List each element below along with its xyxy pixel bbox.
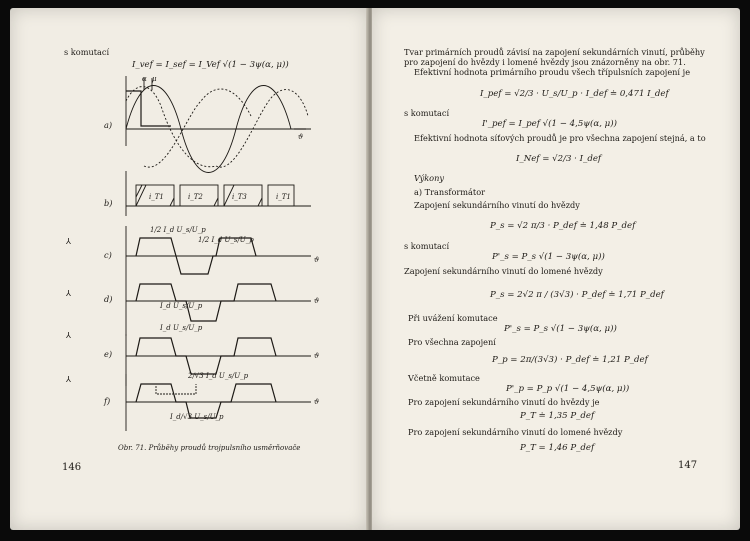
paragraph-1: Tvar primárních proudů závisí na zapojení sekundárních vinutí, průběhy	[404, 47, 705, 57]
equation-6: P_s = 2√2 π / (3√3) · P_def ≐ 1,71 P_def	[490, 290, 664, 300]
segment-label: i_T2	[188, 193, 203, 201]
equation-9: P'_p = P_p √(1 − 4,5ψ(α, μ))	[506, 384, 630, 394]
paragraph-8: Včetně komutace	[408, 373, 480, 383]
paragraph-1b: pro zapojení do hvězdy i lomené hvězdy jsou znázorněny na obr. 71.	[404, 57, 686, 67]
left-top-formula: I_vef = I_sef = I_Vef √(1 − 3ψ(α, μ))	[132, 60, 289, 70]
subplot-c	[126, 226, 311, 281]
paragraph-6: Při uvážení komutace	[408, 313, 498, 323]
equation-4: P_s = √2 π/3 · P_def ≐ 1,48 P_def	[490, 221, 636, 231]
paragraph-9: Pro zapojení sekundárního vinutí do hvězdy je	[408, 397, 600, 407]
paragraph-4: Zapojení sekundárního vinutí do hvězdy	[414, 200, 580, 210]
segment-label: i_T1	[276, 193, 291, 201]
axis-label-c: ϑ	[314, 256, 320, 264]
paragraph-2: Efektivní hodnota primárního proudu všech třípulsních zapojení je	[414, 67, 691, 77]
paragraph-3: Efektivní hodnota síťových proudů je pro všechna zapojení stejná, a to	[414, 133, 706, 143]
equation-10: P_T ≐ 1,35 P_def	[520, 411, 595, 421]
star-symbol-icon: ⅄	[66, 288, 72, 298]
s-komutaci-1: s komutací	[404, 108, 450, 118]
left-intro-text: s komutací	[64, 47, 110, 57]
subplot-label-b: b)	[104, 198, 113, 208]
mu-label: μ	[152, 75, 157, 83]
annotation-f2: I_d/√3 U_s/U_p	[170, 413, 224, 421]
axis-label-d: ϑ	[314, 297, 320, 305]
annotation-f1: 2/√3 I_d U_s/U_p	[188, 372, 249, 380]
heading-vykony: Výkony	[414, 173, 444, 183]
paragraph-10: Pro zapojení sekundárního vinutí do lomené hvězdy	[408, 427, 623, 437]
equation-2: I'_pef = I_pef √(1 − 4,5ψ(α, μ))	[482, 119, 617, 129]
equation-5: P'_s = P_s √(1 − 3ψ(α, μ))	[492, 252, 605, 262]
left-page-number: 146	[62, 462, 82, 473]
axis-label-e: ϑ	[314, 352, 320, 360]
segment-label: i_T3	[232, 193, 247, 201]
zigzag-symbol-icon: ⅄	[66, 330, 72, 340]
star-symbol-icon: ⅄	[66, 236, 72, 246]
subplot-label-d: d)	[104, 294, 113, 304]
subplot-a	[126, 76, 311, 173]
subplot-d	[126, 281, 311, 336]
subplot-label-e: e)	[104, 349, 113, 359]
heading-transformator: a) Transformátor	[414, 187, 486, 197]
annotation-c2: 1/2 I_d U_s/U_p	[198, 236, 254, 244]
paragraph-7: Pro všechna zapojení	[408, 337, 496, 347]
figure-caption: Obr. 71. Průběhy proudů trojpulsního usměrňovače	[118, 444, 301, 452]
subplot-f	[126, 374, 311, 431]
segment-label: i_T1	[149, 193, 164, 201]
equation-11: P_T = 1,46 P_def	[520, 443, 595, 453]
right-page-number: 147	[678, 460, 698, 471]
annotation-d: I_d U_s/U_p	[160, 302, 203, 310]
annotation-e: I_d U_s/U_p	[160, 324, 203, 332]
equation-8: P_p = 2π/(3√3) · P_def ≐ 1,21 P_def	[492, 355, 648, 365]
equation-3: I_Nef = √2/3 · I_def	[516, 154, 602, 164]
subplot-label-c: c)	[104, 250, 112, 260]
s-komutaci-2: s komutací	[404, 241, 450, 251]
zigzag-symbol-icon: ⅄	[66, 374, 72, 384]
annotation-c1: 1/2 I_d U_s/U_p	[150, 226, 206, 234]
axis-label-a: ϑ	[298, 133, 304, 141]
subplot-label-f: f)	[104, 396, 111, 406]
equation-1: I_pef = √2/3 · U_s/U_p · I_def ≐ 0,471 I_def	[480, 89, 669, 99]
alpha-label: α	[142, 75, 147, 83]
axis-label-f: ϑ	[314, 398, 320, 406]
subplot-label-a: a)	[104, 120, 113, 130]
equation-7: P'_s = P_s √(1 − 3ψ(α, μ))	[504, 324, 617, 334]
paragraph-5: Zapojení sekundárního vinutí do lomené hvězdy	[404, 266, 603, 276]
